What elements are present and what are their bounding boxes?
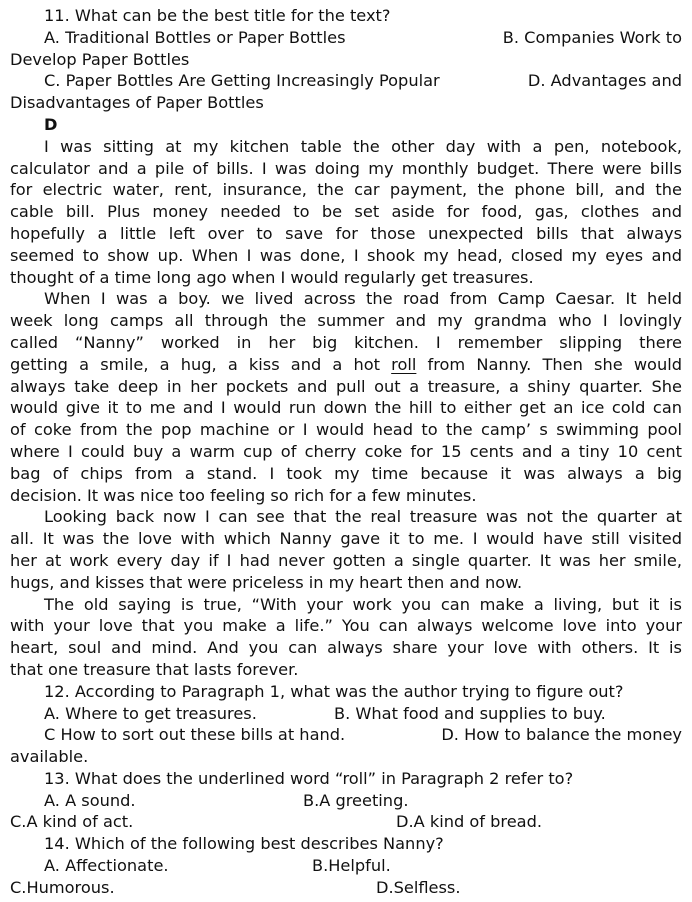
q12-options-cd xyxy=(10,724,682,746)
p4-line: The old saying is true, “With your work you can make a living, but it is xyxy=(44,594,682,614)
p4-line: that one treasure that lasts forever. xyxy=(10,659,299,679)
q13-option-d: D.A kind of bread. xyxy=(396,812,543,832)
q14-stem: 14. Which of the following best describes Nanny? xyxy=(44,834,444,854)
p3-line: her at work every day if I had never gotten a single quarter. It was her smile, xyxy=(10,550,682,570)
q14-option-c: C.Humorous. xyxy=(10,877,115,897)
q12-option-c: C How to sort out these bills at hand. xyxy=(44,725,346,745)
p3-line: all. It was the love with which Nanny gave it to me. I would have still visited xyxy=(10,529,682,549)
p2-line: week long camps all through the summer and my grandma who I lovingly xyxy=(10,311,682,331)
p1-line: thought of a time long ago when I would regularly get treasures. xyxy=(10,267,534,287)
q11-option-d-start: D. Advantages and xyxy=(527,71,682,91)
q13-option-b: B.A greeting. xyxy=(303,790,409,810)
p2-line: of coke from the pop machine or I would head to the camp’ s swimming pool xyxy=(10,420,682,440)
paragraph-2 xyxy=(10,288,682,506)
p2-line: would give it to me and I would run down the hill to either get an ice cold can xyxy=(10,398,682,418)
p2-roll-before: getting a smile, a hug, a kiss and a hot xyxy=(10,354,392,374)
p2-line: When I was a boy. we lived across the road from Camp Caesar. It held xyxy=(44,289,682,309)
q11-options-cd xyxy=(10,70,682,92)
paragraph-3 xyxy=(10,506,682,593)
q13-option-c: C.A kind of act. xyxy=(10,812,134,832)
p3-line: Looking back now I can see that the real treasure was not the quarter at xyxy=(44,507,682,527)
q14-options-ab xyxy=(10,855,682,877)
q11-option-b-start: B. Companies Work to xyxy=(502,27,682,47)
q11-options-ab xyxy=(10,27,682,49)
q14-option-d: D.Selfless. xyxy=(376,877,461,897)
q12-options-ab xyxy=(10,703,682,725)
q12-option-d-end: available. xyxy=(10,747,89,767)
p2-line: where I could buy a warm cup of cherry coke for 15 cents and a tiny 10 cent xyxy=(10,441,682,461)
q13-option-a: A. A sound. xyxy=(44,790,136,810)
p2-roll-after: from Nanny. Then she would xyxy=(416,354,682,374)
q11-option-d-end: Disadvantages of Paper Bottles xyxy=(10,93,264,113)
p1-line: seemed to show up. When I was done, I shook my head, closed my eyes and xyxy=(10,245,682,265)
q11-option-c: C. Paper Bottles Are Getting Increasingly Popular xyxy=(44,71,440,91)
q14-option-a: A. Affectionate. xyxy=(44,856,169,876)
q13-options-cd xyxy=(10,811,682,833)
p1-line: calculator and a pile of bills. I was doing my monthly budget. There were bills xyxy=(10,158,682,178)
p3-line: hugs, and kisses that were priceless in my heart then and now. xyxy=(10,572,523,592)
paragraph-4 xyxy=(10,594,682,681)
p1-line: hopefully a little left over to save for those unexpected bills that always xyxy=(10,223,682,243)
q12-option-d-start: D. How to balance the money xyxy=(441,725,682,745)
p4-line: with your love that you make a life.” You can always welcome love into your xyxy=(10,616,682,636)
q11-stem: 11. What can be the best title for the text? xyxy=(44,6,391,25)
p1-line: cable bill. Plus money needed to be set aside for food, gas, clothes and xyxy=(10,202,682,222)
q11-option-b-end: Develop Paper Bottles xyxy=(10,49,190,69)
p4-line: heart, soul and mind. And you can always share your love with others. It is xyxy=(10,638,682,658)
q13-stem: 13. What does the underlined word “roll” in Paragraph 2 refer to? xyxy=(44,768,574,788)
q12-option-a: A. Where to get treasures. xyxy=(44,703,257,723)
underlined-word-roll: roll xyxy=(391,354,417,374)
q13-options-ab xyxy=(10,790,682,812)
q12-option-b: B. What food and supplies to buy. xyxy=(334,703,606,723)
p2-line: always take deep in her pockets and pull out a treasure, a shiny quarter. She xyxy=(10,376,682,396)
q14-option-b: B.Helpful. xyxy=(312,856,391,876)
p2-line-roll xyxy=(10,354,682,376)
q12-stem: 12. According to Paragraph 1, what was the author trying to figure out? xyxy=(44,681,624,701)
paragraph-1 xyxy=(10,136,682,289)
p2-line: called “Nanny” worked in her big kitchen. I remember slipping there xyxy=(10,332,682,352)
p2-line: bag of chips from a stand. I took my time because it was always a big xyxy=(10,463,682,483)
passage-label: D xyxy=(44,114,58,134)
p1-line: I was sitting at my kitchen table the other day with a pen, notebook, xyxy=(44,136,682,156)
q11-option-a: A. Traditional Bottles or Paper Bottles xyxy=(44,27,346,47)
p1-line: for electric water, rent, insurance, the car payment, the phone bill, and the xyxy=(10,180,682,200)
p2-line: decision. It was nice too feeling so rich for a few minutes. xyxy=(10,485,477,505)
q14-options-cd xyxy=(10,877,682,899)
